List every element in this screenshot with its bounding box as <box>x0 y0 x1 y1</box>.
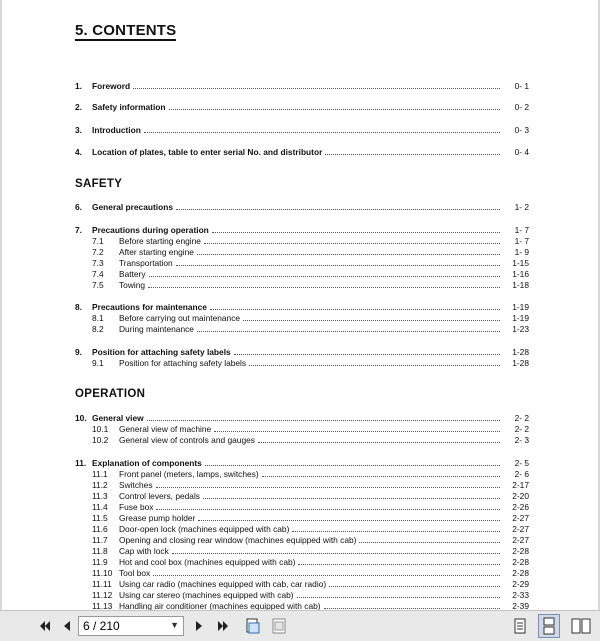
toc-entry-8: 8. Precautions for maintenance 1-19 <box>75 302 529 312</box>
toc-entry-11-8: 11.8 Cap with lock 2-28 <box>92 546 529 556</box>
toc-entry-10-2: 10.2 General view of controls and gauges 2- 3 <box>92 435 529 445</box>
toc-entry-10: 10. General view 2- 2 <box>75 413 529 423</box>
dropdown-caret-icon[interactable]: ▼ <box>170 620 179 630</box>
single-page-icon[interactable] <box>512 617 528 635</box>
toc-entry-6: 6. General precautions 1- 2 <box>75 202 529 212</box>
toc-entry-11-1: 11.1 Front panel (meters, lamps, switches) 2- 6 <box>92 469 529 479</box>
toc-entry-11-11: 11.11 Using car radio (machines equipped with cab, car radio) 2-29 <box>92 579 529 589</box>
toc-entry-9: 9. Position for attaching safety labels 1-28 <box>75 347 529 357</box>
page-indicator: 6 / 210 <box>83 619 120 633</box>
toc-entry-8-2: 8.2 During maintenance 1-23 <box>92 324 529 334</box>
toc-entry-4: 4. Location of plates, table to enter serial No. and distributor 0- 4 <box>75 147 529 157</box>
double-page-icon[interactable] <box>570 617 592 635</box>
toc-entry-11: 11. Explanation of components 2- 5 <box>75 458 529 468</box>
toc-entry-11-5: 11.5 Grease pump holder 2-27 <box>92 513 529 523</box>
page-number-input[interactable] <box>78 616 184 636</box>
fit-page-icon[interactable] <box>244 617 262 635</box>
toc-entry-11-9: 11.9 Hot and cool box (machines equipped with cab) 2-28 <box>92 557 529 567</box>
toc-entry-11-3: 11.3 Control levers, pedals 2-20 <box>92 491 529 501</box>
toc-entry-11-2: 11.2 Switches 2-17 <box>92 480 529 490</box>
toc-entry-8-1: 8.1 Before carrying out maintenance 1-19 <box>92 313 529 323</box>
document-page <box>2 0 598 610</box>
toc-entry-7-4: 7.4 Battery 1-16 <box>92 269 529 279</box>
page-title: 5. CONTENTS <box>75 22 177 39</box>
toc-entry-7-5: 7.5 Towing 1-18 <box>92 280 529 290</box>
last-page-icon[interactable] <box>216 619 230 633</box>
toc-entry-11-13: 11.13 Handling air conditioner (machines equipped with cab) 2-39 <box>92 601 529 610</box>
viewer-toolbar <box>0 610 600 641</box>
fit-width-icon[interactable] <box>270 617 288 635</box>
toc-entry-11-7: 11.7 Opening and closing rear window (machines equipped with cab) 2-27 <box>92 535 529 545</box>
toc-entry-10-1: 10.1 General view of machine 2- 2 <box>92 424 529 434</box>
toc-entry-11-12: 11.12 Using car stereo (machines equipped with cab) 2-33 <box>92 590 529 600</box>
toc-entry-11-10: 11.10 Tool box 2-28 <box>92 568 529 578</box>
toc-entry-11-6: 11.6 Door-open lock (machines equipped with cab) 2-27 <box>92 524 529 534</box>
toc-entry-11-4: 11.4 Fuse box 2-26 <box>92 502 529 512</box>
prev-page-icon[interactable] <box>62 619 72 633</box>
toc-entry-2: 2. Safety information 0- 2 <box>75 102 529 112</box>
next-page-icon[interactable] <box>194 619 204 633</box>
section-heading-operation: OPERATION <box>75 388 146 400</box>
toc-entry-9-1: 9.1 Position for attaching safety labels 1-28 <box>92 358 529 368</box>
toc-entry-7-1: 7.1 Before starting engine 1- 7 <box>92 236 529 246</box>
toc-entry-7: 7. Precautions during operation 1- 7 <box>75 225 529 235</box>
toc-entry-7-2: 7.2 After starting engine 1- 9 <box>92 247 529 257</box>
first-page-icon[interactable] <box>38 619 52 633</box>
toc-entry-3: 3. Introduction 0- 3 <box>75 125 529 135</box>
section-heading-safety: SAFETY <box>75 178 123 190</box>
toc-entry-1: 1. Foreword 0- 1 <box>75 81 529 91</box>
toc-entry-7-3: 7.3 Transportation 1-15 <box>92 258 529 268</box>
continuous-page-icon[interactable] <box>538 614 560 638</box>
